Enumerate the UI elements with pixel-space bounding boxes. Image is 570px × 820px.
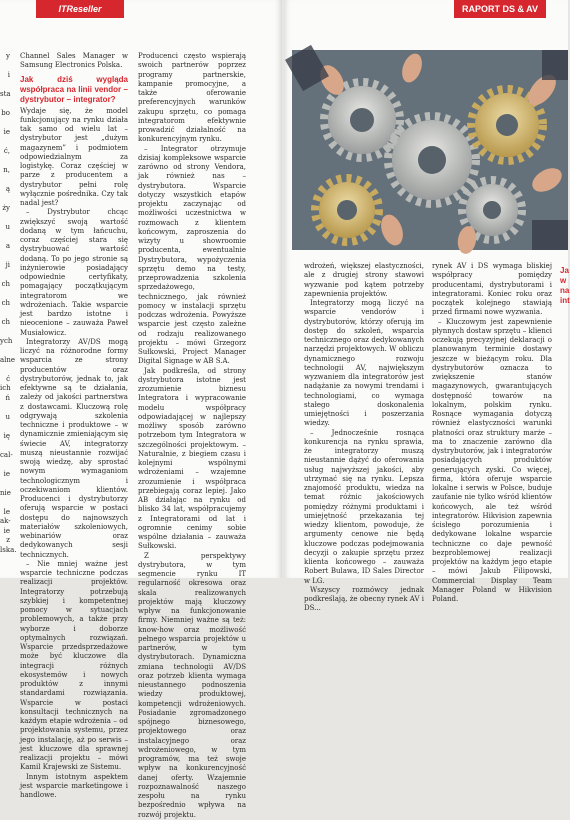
clipped-text-fragment: ć ich — [0, 375, 11, 393]
paragraph: Integratorzy AV/DS mogą liczyć na różnorodne formy wsparcia ze strony producentów oraz dystrybutorów, jednak to, jak efektywne są te działania, zależy od jakości partnerstwa z dostawcami. Kluczową rolę odgrywają szkolenia techniczne i produktowe – w dynamicznie zmieniającym się świecie AV, integratorzy muszą nieustannie rozwijać swoją wiedzę, aby sprostać nowym wymaganiom technologicznym i oczekiwaniom klientów. Producenci i dystrybutorzy oferują wsparcie w postaci dostępu do najnowszych materiałów szkoleniowych, webinariów oraz dedykowanych sesji technicznych. — [20, 337, 128, 559]
section-heading: Ja w na int — [560, 266, 570, 305]
gears-hands-photo — [292, 50, 568, 250]
clipped-text-fragment: lska. — [0, 546, 17, 554]
paragraph: – Kluczowym jest zapewnienie płynnych dostaw sprzętu – klienci oczekują precyzyjnej deklaracji o planowanym terminie dostawy jeszcze w bieżącym roku. Dla dystrybutorów oznacza to zwiększenie stanów magazynowych, gwarantujących dostępność towarów na lokalnym, polskim rynku. Rosnące wymagania dotyczą również elastyczności warunki płatności oraz struktury marże – ma to znaczenie zarówno dla dystrybutorów, jak i integratorów posiadających produktów generujących zyski. Co więcej, firma, która oferuje wsparcie lokalne i serwis w Polsce, buduje zaufanie nie tylko wśród klientów końcowych, ale też wśród integratorów. Hikvision zapewnia ścisłego porozumienia i dedykowane lokalne wsparcie techniczne co daje pewność bezproblemowej realizacji projektów na każdym jego etapie – mówi Jakub Filipowski, Commercial Display Team Manager Poland w Hikvision Poland. — [432, 317, 552, 603]
paragraph: Wszyscy rozmówcy jednak podkreślają, że obecny rynek AV i DS... — [304, 585, 424, 613]
clipped-text-fragment: ie z — [3, 527, 10, 545]
clipped-text-fragment: ch — [1, 280, 10, 288]
paragraph: – Dystrybutor chcąc zwiększyć swoją wartość dodaną w tym łańcuchu, coraz częściej stara się dystrybuować wartość dodaną. To po jego stronie są inżynierowie posiadający odpowiednie certyfikaty, pomagający początkującym integratorom we wdrożeniach. Takie wsparcie jest bardzo istotne i nieocenione – zauważa Paweł Musiałowicz. — [20, 208, 128, 337]
clipped-text-fragment: bo — [1, 109, 10, 117]
right-edge-column — [560, 262, 570, 322]
paragraph: wdrożeń, większej elastyczności, ale z drugiej strony stawowi wyzwanie pod kątem potrzeby zapewnienia projektów. — [304, 262, 424, 298]
clipped-text-fragment: alne — [0, 356, 16, 364]
paragraph: – Nie mniej ważne jest wsparcie techniczne podczas realizacji projektów. Integratorzy potrzebują szybkiej i kompetentnej pomocy w sytuacjach problemowych, a także przy wyborze i doborze optymalnych rozwiązań. Wsparcie przedsprzedażowe może być kluczowe dla integracji różnych ekosystemów i nowych produktów z innymi standardami rozwiązania. Wsparcie w postaci konsultacji technicznych na każdym etapie wdrożenia – od projektowania systemu, przez jego instalację, aż po serwis – jest kluczowe dla sprawnej realizacji projektu – mówi Kamil Krajewski ze Sistemu. — [20, 559, 128, 772]
paragraph: Integratorzy mogą liczyć na wsparcie vendorów i dystrybutorów, którzy oferują im dostęp do szkoleń, wsparcia technicznego oraz dedykowanych narzędzi projektowych. W obliczu dynamicznego rozwoju technologii AV, największym wyzwaniem dla integratorów jest nadążanie za nowymi trendami i technologiami, co wymaga stałego doskonalenia umiejętności i poszerzania wiedzy. — [304, 299, 424, 428]
paragraph: Innym istotnym aspektem jest wsparcie marketingowe i handlowe. — [20, 772, 128, 799]
clipped-text-fragment: ie — [3, 128, 10, 136]
lead-text: Channel Sales Manager w Samsung Electronics Polska. — [20, 52, 128, 70]
section-heading: Jak dziś wygląda współpraca na linii vendor – dystrybutor – integrator? — [20, 74, 128, 104]
paragraph: Producenci często wspierają swoich partnerów poprzez programy partnerskie, kampanie promocyjne, a także oferowanie preferencyjnych warunków zakupu sprzętu, co pomaga integratorom efektywnie prowadzić działalność na konkurencyjnym rynku. — [138, 52, 246, 144]
section-tab: RAPORT DS & AV — [454, 0, 546, 18]
paragraph: Z perspektywy dystrybutora, w tym segmencie rynku IT regularność okresowa oraz skala realizowanych projektów mają kluczowy wpływ na funkcjonowanie firmy. Niemniej ważne są też: know-how oraz możliwość pełnego wsparcia projektów u partnerów, w tym dystrybutorach. Dynamiczna zmiana technologii AV/DS oraz potrzeb klienta wymaga nieustannego podnoszenia wiedzy produktowej, kompetencji wdrożeniowych. Posiadanie zgromadzonego spójnego biznesowego, projektowego oraz instalacyjnego oraz wdrożeniowego, w tym programów, ma też swoje wpływ na konkurencyjność danej oferty. Wzajemnie rozpoznawalność naszego zespołu na rynku bezpośrednio wpływa na rozwój projektu. — [138, 551, 246, 819]
clipped-text-fragment: ch — [1, 299, 10, 307]
clipped-text-fragment: u — [5, 413, 10, 421]
left-edge-column — [0, 52, 17, 572]
clipped-text-fragment: ą — [5, 185, 10, 193]
clipped-text-fragment: i — [7, 71, 10, 79]
article-column-3 — [304, 262, 424, 613]
clipped-text-fragment: sta — [0, 90, 11, 98]
left-page — [0, 0, 282, 819]
clipped-text-fragment: nie — [0, 489, 11, 497]
clipped-text-fragment: le ak- — [0, 508, 11, 526]
clipped-text-fragment: ię — [3, 432, 10, 440]
article-column-1 — [20, 52, 128, 799]
paragraph: Jak podkreśla, od strony dystrybutora istotne jest zrozumienie biznesu Integratora i wypracowanie modelu współpracy odpowiadającej w najlepszy możliwy sposób zarówno potrzebom tym Integratora w szczególności projektowym. – Naturalnie, z biegiem czasu i kolejnymi wspólnymi wdrożeniami – wzajemne zrozumienie i współpraca przebiegają coraz lepiej. Jako AB działając na rynku od blisko 34 lat, współpracujemy z Integratorami od lat i ogromnie cenimy sobie wspólne działania – zauważa Sułkowski. — [138, 366, 246, 551]
gears-illustration — [292, 50, 568, 250]
magazine-logo-tab: ITReseller — [36, 0, 124, 18]
right-page — [284, 0, 570, 613]
article-column-4 — [432, 262, 552, 603]
paragraph: rynek AV i DS wymaga bliskiej współpracy pomiędzy producentami, dystrybutorami i integratorami. Koniec roku oraz początek kolejnego stawiają przed firmami nowe wyzwania. — [432, 262, 552, 317]
paragraph: – Jednocześnie rosnąca konkurencja na rynku sprawia, że integratorzy muszą nieustannie dążyć do oferowania usług najwyższej jakości, aby utrzymać się na rynku. Lepsza znajomość produktu, wiedza na temat różnic jakościowych pomiędzy różnymi produktami i umiejętność przekazania tej wiedzy klientom, powoduje, że argumenty cenowe nie będą kluczowe podczas podejmowania decyzji o zakupie sprzętu przez klienta końcowego – zauważa Robert Bulawa, ID Sales Director w LG. — [304, 428, 424, 585]
clipped-text-fragment: ji — [5, 261, 10, 269]
clipped-text-fragment: ć, — [3, 147, 10, 155]
clipped-text-fragment: ń — [5, 394, 10, 402]
paragraph: – Integrator otrzymuje dzisiaj kompleksowe wsparcie zarówno od strony Vendora, jak również nas – dystrybutora. Wsparcie dotyczy wszystkich etapów projektu zaczynając od możliwości uczestnictwa w rozmowach z klientem końcowym, zaproszenia do wizyty u showroomie producenta, ewentualnie Dystrybutora, wypożyczenia sprzętu demo na testy, przeprowadzenia szkolenia sprzedażowego, technicznego, jak również pomocy w instalacji sprzętu podczas wdrożenia. Powyższe wsparcie jest często zależne od rodzaju realizowanego projektu – mówi Grzegorz Sułkowski, Project Manager Digital Signage w AB S.A. — [138, 144, 246, 366]
clipped-text-fragment: u — [5, 223, 10, 231]
clipped-text-fragment: ych — [0, 337, 13, 345]
article-column-2 — [138, 52, 246, 819]
clipped-text-fragment: y — [6, 52, 10, 60]
clipped-text-fragment: ie — [3, 470, 10, 478]
clipped-text-fragment: ch — [1, 318, 10, 326]
clipped-text-fragment: ży — [2, 204, 10, 212]
clipped-text-fragment: n, — [3, 166, 10, 174]
clipped-text-fragment: cal- — [0, 451, 13, 459]
paragraph: Wydaje się, że model funkcjonujący na rynku działa tak samo od wielu lat – dystrybutor jest „dużym magazynem” i podmiotem odpowiedzialnym za logistykę. Coraz częściej w parze z producentem a dystrybutor pełni rolę wyłącznie pośrednika. Czy tak nadal jest? — [20, 106, 128, 207]
clipped-text-fragment: a — [5, 242, 10, 250]
